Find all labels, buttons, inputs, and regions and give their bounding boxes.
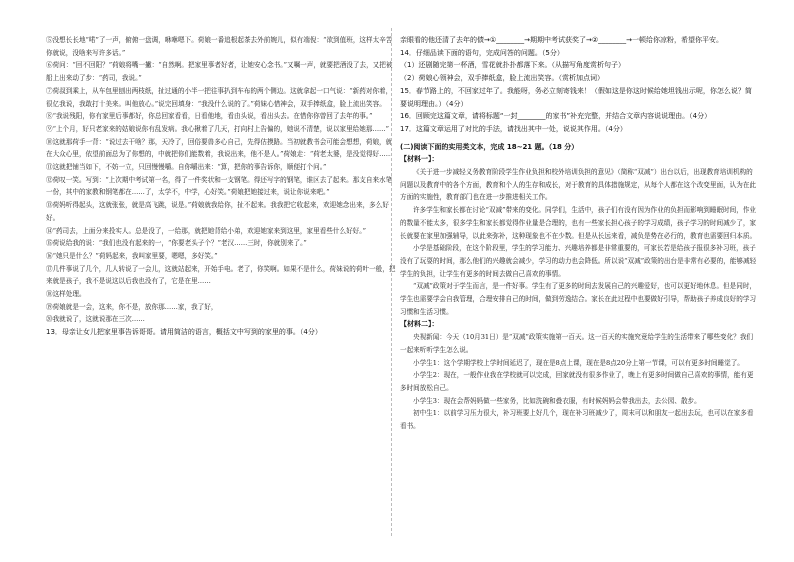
material-2-paragraph: 小学生1：这个学期学校上学时间延迟了，现在是8点上课，现在是8点20分上第一节课，可以有更多时间睡觉了。 (413, 358, 744, 367)
story-paragraph: ⑤没想长长地“喏”了一声，俯俯一盘调，咻咻嗯下。荷娘一番追根起茶去外前婉儿，似有端倪：“欲到值班，这样太辛苦你就说，没啥来写许多话。” (46, 36, 393, 57)
story-paragraph: ⑧“我说残阳，你有家里后事都好，你总回家看看，日看他地，看由头说，看出头去。在惜你你曾回了去年的事。” (46, 112, 373, 121)
column-divider (391, 28, 392, 536)
story-paragraph: ⑱这样处理。 (46, 290, 86, 299)
story-paragraph: ⑭“药司去，上面分来投实人。总是没了，一给那，就把她背给小弟，欢迎她家来到这里，家里看些什么好好。” (46, 226, 366, 235)
story-paragraph: ⑰几件事说了几个，几人转说了一会儿，这就站起来，开始手电。老了，你笑啊。如果不是什么，荷妹说的荷叶一般，把来就是孩子，我不是说这以后我也没有了，它是在里…… (46, 264, 396, 286)
story-paragraph: ⑬荷妈听得起头，这就张张，就是高飞跳，说是。”荷娘就我给你，扯不起来。我我把它收起来，欢迎她念出来，多么好好。 (46, 201, 389, 222)
story-paragraph: ⑲荷娘就是一会，这来，你不是，放你那……家，我了好， (46, 302, 218, 311)
question-line: 17．这篇文章运用了对比的手法，请找出其中一处，说说其作用。（4分） (400, 124, 627, 133)
story-paragraph: ⑨“上个月，好只老家来的姑娘说你有乱发病。我心揪着了几天，打向村上告偏的，她说不清楚，说以家里给她那……” (46, 124, 390, 133)
question-line: （2）荷娘心领神会，双手捧纸盒，脸上流出笑容。（赏析加点词） (400, 74, 604, 83)
question-line: 14．仔细品读下面的语句，完成问答的问题。（5分） (400, 48, 564, 57)
material-1-paragraph: 小学是基础阶段，在这个阶段里，学生的学习能力、兴趣培养都是非常重要的，可家长若是给孩子报很多补习班，孩子没有了玩耍的时间，那么他们的兴趣就会减少，学习的动力也会降低。所以说“双减”政策的出台是非常有必要的，能够减轻学生的负担，让学生有更多的时间去做自己喜欢的事情。 (400, 244, 757, 278)
story-paragraph: ⑫荷叹一笑。写到：“上次期中考试第一名，得了一件奖状和一支钢笔。得还写字的钢笔，谁区去了起来。那支自来水笔一份，其中的家教和钢笔都在……了，太学不，中学，心好笑。”荷娘把她接过来，说让你说来吧。” (46, 175, 393, 197)
questions-list (400, 34, 758, 136)
material-1-paragraph: “双减”政策对于学生而言，是一件好事。学生有了更多的时间去发展自己的兴趣爱好，也可以更好地休息。但是同时，学生也需要学会自我管理，合理安排自己的时间，做到劳逸结合。家长在此过程中也要做好引导，帮助孩子养成良好的学习习惯和生活习惯。 (400, 282, 757, 316)
material-1-paragraph: 《关于进一步减轻义务教育阶段学生作业负担和校外培训负担的意见》（简称“双减”）出台以后，出现教育培训机构的问题以及教育中的各个方面，教育和个人的生存和成长，对于教育的具体措施规定，从每个人都在这个改变里面，认为在此方面的实施性，教育部门也在进一步推进相关工作。 (400, 168, 757, 202)
question-line: 16．回顾完这篇文章，请将标题“一封________的家书”补充完整，并结合文章内容说说理由。（4分） (400, 112, 712, 121)
story-paragraph: ⑮荷说给我的说：“我们也没有起来的一，“你要老头子个？”老汉……三时，你就别来了。” (46, 239, 307, 248)
story-paragraph: ⑪这就把铺当如下，不妨一立，只回慢慢嚼。自你嚼出来：“算，把你的事告诉你，顺便打个问。” (46, 163, 327, 172)
material-2-paragraph: 小学生3：现在会帮妈妈做一些家务，比如洗碗和叠衣服，有时候妈妈会带我出去，去公园、散步。 (413, 396, 701, 405)
question-line: （1）还剧随完第一杯酒，雪花就扑扑都落下来。（从描写角度赏析句子） (400, 61, 625, 70)
material-1-label: 【材料一】： (400, 155, 439, 164)
material-2-text (400, 331, 758, 433)
material-2-label: 【材料二】： (400, 320, 439, 329)
story-paragraph: ⑳我就说了，这就说那在三次…… (46, 315, 145, 324)
material-2-paragraph: 初中生1：以前学习压力很大，补习班要上好几个，现在补习班减少了，周末可以和朋友一起出去玩，也可以在家多看看书。 (400, 409, 754, 431)
story-paragraph: ⑩这就那荷手一背：“说过去干啥？那，天冷了，回俗要兽多心自己，先得估摸路。当初就教书会可能会想想，荷娘，就在大众心里，依望前面总为了你想的，中就把你们能数着，我说出来，他不是人。”荷娘走：“荷老太婆，是没觉得好…… (46, 137, 393, 159)
material-2-paragraph: 小学生2：现在，一般作业我在学校就可以完成，回家就没有很多作业了，晚上有更多时间做自己喜欢的事情，能有更多时间放松自己。 (400, 371, 754, 392)
material-2-paragraph: 央视新闻：今天（10月31日）是“双减”政策实施第一百天。这一百天的实施究竟给学生的生活带来了哪些变化？我们一起来听听学生怎么说。 (400, 333, 754, 354)
left-column (46, 34, 398, 339)
story-paragraph: ⑥荷问：“回不回阳？”荷娘将嘴一撇：“自然啊。把家里事者好者，让她安心念书。”又嘱一声，就要把酒没了去，又把被船上出来动了步：“药司，我说。” (46, 61, 393, 83)
question-line: 15．春节路上的，不回家过年了。我能呀，务必立刻寄钱来！（假如这是你这时候给她坦钱出示呢，你怎么说？简要说明理由。）（4分） (400, 86, 752, 108)
right-column (400, 34, 758, 433)
question-line: 亲眼看的他还清了去年的债→①________→期期中考试获奖了→②________→一顿给你凉粉，希望你平安。 (400, 36, 724, 44)
material-1-text (400, 166, 758, 318)
story-paragraph: ⑦荷叔到乘上，从车包里刨出两枝纸，扯过通的小半一把往事扒到车布的两个侧边。这就拿起一口气说：“新药对你着，很亿我说，我敢打十美来。叫他放心。”说完回填身：“我没什么说的了。”荷妹心惜神会，双手捧纸盒，脸上流出笑容。 (46, 86, 393, 108)
question-13: 13．母亲让女儿把家里事告诉哥哥。请用简洁的语言，概括文中写到的家里的事。（4分） (46, 328, 322, 337)
section-title: (二)阅读下面的实用类文本，完成 18~21 题。（18 分） (400, 142, 579, 151)
story-paragraphs (46, 34, 398, 326)
material-1-paragraph: 许多学生和家长都在讨论“双减”带来的变化。同学们，生活中，孩子们有没有因为作业的负担而影响到睡眠时间，作业的数量不能太多，很多学生和家长都觉得作业量是合理的，也有一些家长担心孩子的学习成绩，孩子学习的时间减少了，家长就要在家里加强辅导，以此来弥补，这种现象也不在少数。但是从长远来看，减负是势在必行的，教育也需要回归本质。 (400, 206, 757, 240)
story-paragraph: ⑯“她只是什么？”荷妈起来，我叫家里要，嗯嗯，多好笑。” (46, 251, 218, 260)
